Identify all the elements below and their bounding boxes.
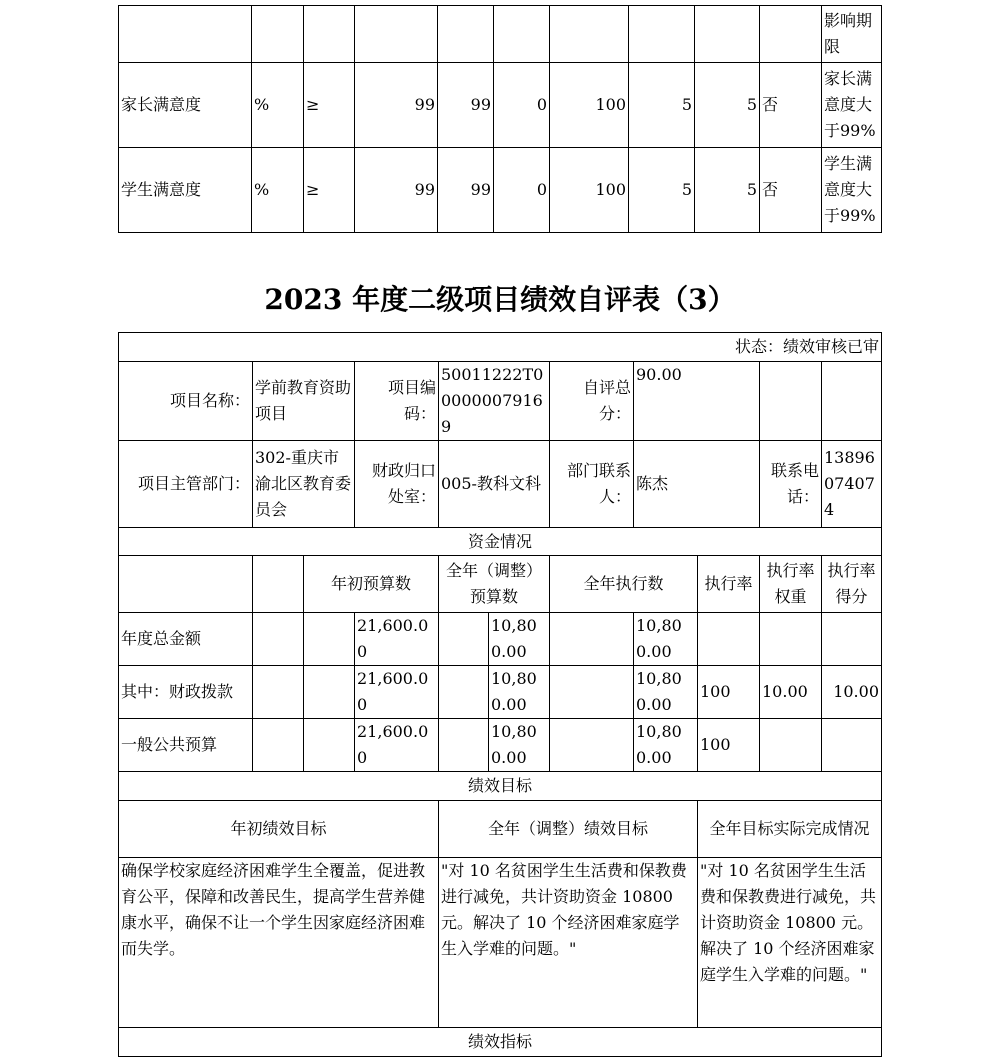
- indicator-unit: %: [252, 148, 304, 233]
- goals-section-title: 绩效目标: [119, 772, 882, 801]
- indicator-value: 0: [494, 148, 550, 233]
- initial-budget-header: 年初预算数: [304, 556, 439, 613]
- phone-label: 联系电话：: [760, 441, 822, 528]
- indicator-flag: 否: [760, 148, 822, 233]
- table-row: [119, 719, 882, 772]
- rate-value: 100: [698, 666, 760, 719]
- funds-header-row: [119, 556, 882, 613]
- executed-header: 全年执行数: [550, 556, 698, 613]
- indicator-value: 5: [629, 148, 695, 233]
- status-badge: 状态：绩效审核已审: [119, 333, 882, 362]
- indicator-value: 99: [438, 63, 494, 148]
- indicator-value: 100: [550, 148, 629, 233]
- weight-header: 执行率权重: [760, 556, 822, 613]
- table-row: [119, 613, 882, 666]
- header-fragment: 影响期限: [822, 6, 882, 63]
- funds-row-label: 其中：财政拨款: [119, 666, 253, 719]
- goals-header-row: [119, 801, 882, 858]
- finance-label: 财政归口处室：: [355, 441, 439, 528]
- indicator-value: 99: [438, 148, 494, 233]
- initial-budget-value: 21,600.00: [355, 666, 439, 719]
- rate-value: [698, 613, 760, 666]
- indicator-value: 100: [550, 63, 629, 148]
- initial-goal-text: 确保学校家庭经济困难学生全覆盖，促进教育公平，保障和改善民生，提高学生营养健康水平，确保不让一个学生因家庭经济困难而失学。: [119, 858, 439, 1028]
- indicators-section-title: 绩效指标: [119, 1028, 882, 1057]
- department-info-row: [119, 441, 882, 528]
- score-value: [822, 719, 882, 772]
- adjusted-goal-header: 全年（调整）绩效目标: [439, 801, 698, 858]
- executed-value: 10,800.00: [634, 666, 698, 719]
- phone-value: 13896074074: [822, 441, 882, 528]
- indicator-value: 5: [695, 148, 760, 233]
- actual-goal-text: "对 10 名贫困学生生活费和保教费进行减免，共计资助资金 10800 元。解决了 10 个经济困难家庭学生入学难的问题。": [698, 858, 882, 1028]
- indicator-note: 学生满意度大于99%: [822, 148, 882, 233]
- evaluation-table: [118, 332, 882, 1057]
- table-row: [119, 148, 882, 233]
- rate-header: 执行率: [698, 556, 760, 613]
- project-code: 50011222T000000079169: [439, 362, 550, 441]
- adjusted-budget-value: 10,800.00: [489, 719, 550, 772]
- dept-value: 302-重庆市渝北区教育委员会: [253, 441, 355, 528]
- actual-goal-header: 全年目标实际完成情况: [698, 801, 882, 858]
- indicator-flag: 否: [760, 63, 822, 148]
- dept-label: 项目主管部门：: [119, 441, 253, 528]
- indicator-unit: %: [252, 63, 304, 148]
- indicator-name: 家长满意度: [119, 63, 252, 148]
- indicator-note: 家长满意度大于99%: [822, 63, 882, 148]
- executed-value: 10,800.00: [634, 613, 698, 666]
- initial-budget-value: 21,600.00: [355, 613, 439, 666]
- contact-label: 部门联系人：: [550, 441, 634, 528]
- score-header: 执行率得分: [822, 556, 882, 613]
- self-score: 90.00: [634, 362, 760, 441]
- table-row: [119, 63, 882, 148]
- indicator-value: 5: [629, 63, 695, 148]
- project-code-label: 项目编码：: [355, 362, 439, 441]
- score-value: 10.00: [822, 666, 882, 719]
- initial-budget-value: 21,600.00: [355, 719, 439, 772]
- adjusted-budget-value: 10,800.00: [489, 666, 550, 719]
- indicator-operator: ≥: [304, 148, 355, 233]
- indicator-value: 5: [695, 63, 760, 148]
- project-info-row: [119, 362, 882, 441]
- indicator-value: 99: [355, 148, 438, 233]
- finance-value: 005-教科文科: [439, 441, 550, 528]
- indicator-value: 99: [355, 63, 438, 148]
- weight-value: 10.00: [760, 666, 822, 719]
- indicator-table-continued: [118, 5, 882, 233]
- indicator-operator: ≥: [304, 63, 355, 148]
- score-value: [822, 613, 882, 666]
- funds-section-title: 资金情况: [119, 528, 882, 556]
- funds-row-label: 年度总金额: [119, 613, 253, 666]
- page-title: 2023 年度二级项目绩效自评表（3）: [264, 283, 736, 316]
- indicator-value: 0: [494, 63, 550, 148]
- contact-value: 陈杰: [634, 441, 760, 528]
- weight-value: [760, 719, 822, 772]
- project-name: 学前教育资助项目: [253, 362, 355, 441]
- weight-value: [760, 613, 822, 666]
- initial-goal-header: 年初绩效目标: [119, 801, 439, 858]
- adjusted-budget-value: 10,800.00: [489, 613, 550, 666]
- adjusted-goal-text: "对 10 名贫困学生生活费和保教费进行减免，共计资助资金 10800 元。解决了 10 个经济困难家庭学生入学难的问题。": [439, 858, 698, 1028]
- funds-row-label: 一般公共预算: [119, 719, 253, 772]
- table-row: [119, 666, 882, 719]
- executed-value: 10,800.00: [634, 719, 698, 772]
- rate-value: 100: [698, 719, 760, 772]
- indicator-name: 学生满意度: [119, 148, 252, 233]
- adjusted-budget-header: 全年（调整）预算数: [439, 556, 550, 613]
- self-score-label: 自评总分：: [550, 362, 634, 441]
- goals-content-row: [119, 858, 882, 1028]
- project-name-label: 项目名称：: [119, 362, 253, 441]
